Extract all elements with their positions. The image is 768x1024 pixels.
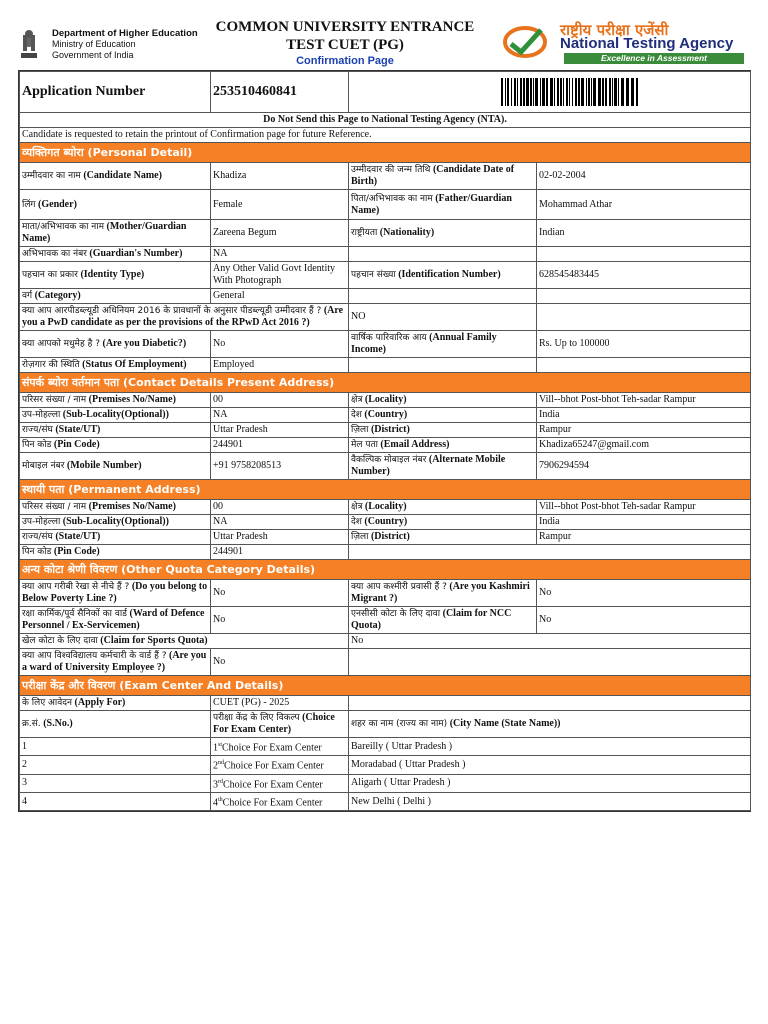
district-value: Rampur (537, 423, 751, 438)
label-hindi: राष्ट्रीयता (351, 228, 378, 238)
nta-hindi-name: राष्ट्रीय परीक्षा एजेंसी (560, 21, 669, 39)
kashmiri-label (349, 580, 537, 607)
label-hindi: पहचान संख्या (351, 270, 396, 280)
label-hindi: रोज़गार की स्थिति (22, 360, 80, 370)
identity-type-value: Any Other Valid Govt Identity With Photograph (211, 262, 349, 289)
pwd-label (20, 304, 349, 331)
table-row (20, 792, 751, 810)
label-english: (Are you a PwD candidate as per the provisions of the RPwD Act 2016 ?) (22, 305, 344, 328)
sports-value: No (349, 634, 751, 649)
table-row (20, 423, 751, 438)
label-hindi: लिंग (22, 199, 36, 210)
table-row (20, 649, 751, 676)
city-cell: New Delhi ( Delhi ) (349, 792, 751, 810)
state-value: Uttar Pradesh (211, 423, 349, 438)
label-hindi: पिता/अभिभावक का नाम (351, 193, 433, 204)
label-hindi: माता/अभिभावक का नाम (22, 222, 104, 232)
label-english: (Do you belong to Below Poverty Line ?) (22, 581, 208, 604)
identification-number-value: 628545483445 (537, 262, 751, 289)
label-hindi: परीक्षा केंद्र के लिए विकल्प (213, 713, 300, 723)
locality-value: Vill--bhot Post-bhot Teh-sadar Rampur (537, 393, 751, 408)
category-label (20, 289, 211, 304)
sub-locality-label (20, 515, 211, 530)
label-english: (Are you Kashmiri Migrant ?) (351, 581, 530, 604)
label-english: (Annual Family Income) (351, 332, 497, 355)
label-hindi: मेल पता (351, 440, 378, 450)
label-english: (Locality) (364, 394, 407, 405)
city-cell: Bareilly ( Uttar Pradesh ) (349, 738, 751, 756)
sub-locality-value: NA (211, 515, 349, 530)
label-english: (Sub-Locality(Optional)) (62, 516, 169, 527)
sub-locality-value: NA (211, 408, 349, 423)
section-permanent-heading: स्थायी पता (Permanent Address) (20, 480, 751, 500)
category-value: General (211, 289, 349, 304)
mother-label (20, 220, 211, 247)
label-hindi: परिसर संख्या / नाम (22, 502, 87, 512)
label-english: (Country) (364, 409, 408, 420)
table-row (20, 262, 751, 289)
candidate-name-label (20, 163, 211, 190)
district-value: Rampur (537, 530, 751, 545)
choice-text: Choice For Exam Center (222, 797, 323, 809)
mobile-value: +91 9758208513 (211, 453, 349, 480)
label-hindi: रक्षा कार्मिक/पूर्व सैनिकों का वार्ड (22, 609, 127, 619)
guardian-number-value: NA (211, 247, 349, 262)
gender-label (20, 190, 211, 220)
choice-ordinal-suffix: th (218, 796, 223, 803)
choice-header (211, 711, 349, 738)
ncc-value: No (537, 607, 751, 634)
label-hindi: वर्ग (22, 291, 33, 301)
section-present-heading: संपर्क ब्योरा वर्तमान पता (Contact Details Present Address) (20, 373, 751, 393)
page-subtitle: Confirmation Page (296, 55, 394, 67)
identification-number-label (349, 262, 537, 289)
label-hindi: देश (351, 410, 362, 420)
label-english: (State/UT) (55, 424, 101, 435)
notice-row (20, 113, 751, 128)
district-label (349, 530, 537, 545)
empty-cell (349, 358, 537, 373)
choice-ordinal: 3 (213, 778, 218, 790)
label-hindi: वार्षिक पारिवारिक आय (351, 333, 427, 343)
table-row (20, 530, 751, 545)
kashmiri-value: No (537, 580, 751, 607)
label-hindi: राज्य/संघ (22, 425, 53, 435)
bpl-value: No (211, 580, 349, 607)
candidate-name-value: Khadiza (211, 163, 349, 190)
label-hindi: के लिए आवेदन (22, 698, 73, 708)
label-english: (Alternate Mobile Number) (351, 454, 506, 477)
label-hindi: उप-मोहल्ला (22, 410, 61, 420)
apply-for-label (20, 696, 211, 711)
father-value: Mohammad Athar (537, 190, 751, 220)
label-english: (Category) (34, 290, 81, 301)
choice-text: Choice For Exam Center (223, 778, 323, 790)
sno-cell: 2 (20, 756, 211, 774)
sno-cell: 4 (20, 792, 211, 810)
label-hindi: परिसर संख्या / नाम (22, 395, 87, 405)
label-hindi: क्या आप विश्वविद्यालय कर्मचारी के वार्ड हैं ? (22, 651, 167, 661)
label-english: (Mother/Guardian Name) (22, 221, 187, 244)
section-other-quota (20, 560, 751, 580)
state-value: Uttar Pradesh (211, 530, 349, 545)
choice-ordinal-suffix: nd (218, 760, 224, 767)
choice-text: Choice For Exam Center (222, 742, 322, 754)
choice-cell (211, 792, 349, 810)
locality-value: Vill--bhot Post-bhot Teh-sadar Rampur (537, 500, 751, 515)
choice-ordinal-suffix: st (218, 742, 223, 748)
premises-label (20, 500, 211, 515)
choice-cell (211, 756, 349, 774)
diabetic-label (20, 331, 211, 358)
label-english: (Mobile Number) (66, 460, 142, 471)
empty-cell (349, 649, 751, 676)
bpl-label (20, 580, 211, 607)
income-value: Rs. Up to 100000 (537, 331, 751, 358)
section-exam-center (20, 676, 751, 696)
label-hindi: राज्य/संघ (22, 532, 53, 542)
diabetic-value: No (211, 331, 349, 358)
identity-type-label (20, 262, 211, 289)
dob-value: 02-02-2004 (537, 163, 751, 190)
university-ward-label (20, 649, 211, 676)
choice-cell (211, 738, 349, 756)
mother-value: Zareena Begum (211, 220, 349, 247)
table-row (20, 289, 751, 304)
section-personal (20, 143, 751, 163)
premises-value: 00 (211, 393, 349, 408)
label-english: (Status Of Employment) (82, 359, 187, 370)
dept-name: Department of Higher Education (52, 28, 198, 39)
pin-value: 244901 (211, 438, 349, 453)
label-english: (District) (370, 424, 410, 435)
premises-value: 00 (211, 500, 349, 515)
dob-label (349, 163, 537, 190)
label-hindi: क्षेत्र (351, 395, 363, 405)
application-number-row (20, 72, 751, 113)
label-english: (Premises No/Name) (88, 394, 176, 405)
empty-cell (537, 289, 751, 304)
label-english: (Pin Code) (53, 546, 100, 557)
country-value: India (537, 408, 751, 423)
government-name: Government of India (52, 50, 134, 60)
department-block (52, 28, 198, 61)
label-hindi: उप-मोहल्ला (22, 517, 61, 527)
label-english: (Father/Guardian Name) (351, 192, 512, 216)
table-row (20, 304, 751, 331)
application-number-label: Application Number (20, 72, 211, 113)
country-label (349, 408, 537, 423)
pwd-value: NO (349, 304, 537, 331)
choice-ordinal: 4 (213, 797, 218, 809)
nta-logo-icon (503, 24, 547, 60)
page-header (0, 0, 768, 70)
income-label (349, 331, 537, 358)
table-row (20, 500, 751, 515)
label-hindi: क्या आप आरपीडब्ल्यूडी अधिनियम 2016 के प्रावधानों के अनुसार पीडब्ल्यूडी उम्मीदवार हैं ? (22, 306, 322, 316)
sno-cell: 1 (20, 738, 211, 756)
label-english: (Identity Type) (80, 269, 145, 280)
label-hindi: वैकल्पिक मोबाइल नंबर (351, 455, 427, 465)
nationality-label (349, 220, 537, 247)
retain-note-row (20, 128, 751, 143)
choice-ordinal-suffix: rd (218, 778, 223, 785)
label-english: (Are you Diabetic?) (102, 338, 187, 349)
label-hindi: मोबाइल नंबर (22, 461, 65, 471)
employment-value: Employed (211, 358, 349, 373)
section-quota-heading: अन्य कोटा श्रेणी विवरण (Other Quota Category Details) (20, 560, 751, 580)
empty-cell (349, 545, 751, 560)
choice-cell (211, 774, 349, 792)
sno-cell: 3 (20, 774, 211, 792)
state-label (20, 423, 211, 438)
label-hindi: अभिभावक का नंबर (22, 249, 87, 259)
apply-for-value: CUET (PG) - 2025 (211, 696, 349, 711)
label-hindi: उम्मीदवार की जन्म तिथि (351, 165, 431, 175)
label-hindi: ज़िला (351, 425, 369, 435)
table-row (20, 438, 751, 453)
section-personal-heading: व्यक्तिगत ब्योरा (Personal Detail) (20, 143, 751, 163)
label-hindi: पिन कोड (22, 547, 52, 557)
ministry-name: Ministry of Education (52, 39, 136, 49)
alt-mobile-label (349, 453, 537, 480)
table-row (20, 738, 751, 756)
label-english: (Ward of Defence Personnel / Ex-Servicemen) (22, 608, 205, 631)
label-english: (Apply For) (74, 697, 126, 708)
premises-label (20, 393, 211, 408)
city-cell: Moradabad ( Uttar Pradesh ) (349, 756, 751, 774)
locality-label (349, 393, 537, 408)
label-hindi: एनसीसी कोटा के लिए दावा (351, 609, 441, 619)
label-english: (Locality) (364, 501, 407, 512)
label-hindi: पिन कोड (22, 440, 52, 450)
choice-ordinal: 2 (213, 760, 218, 772)
gender-value: Female (211, 190, 349, 220)
label-english: (City Name (State Name)) (449, 718, 561, 729)
table-row (20, 774, 751, 792)
notice-text: Do Not Send this Page to National Testing Agency (NTA). (20, 113, 751, 128)
label-english: (Guardian's Number) (89, 248, 183, 259)
table-row (20, 545, 751, 560)
employment-label (20, 358, 211, 373)
table-row (20, 696, 751, 711)
pin-label (20, 438, 211, 453)
sno-header (20, 711, 211, 738)
table-row (20, 358, 751, 373)
exam-table-header (20, 711, 751, 738)
application-number-value: 253510460841 (211, 72, 349, 113)
label-hindi: क्र.सं. (22, 719, 41, 729)
title-line-2: TEST CUET (PG) (286, 37, 404, 53)
label-hindi: क्या आप गरीबी रेखा से नीचे हैं ? (22, 582, 130, 592)
table-row (20, 190, 751, 220)
label-english: (Premises No/Name) (88, 501, 176, 512)
label-english: (S.No.) (43, 718, 73, 729)
empty-cell (537, 358, 751, 373)
retain-note-text: Candidate is requested to retain the printout of Confirmation page for future Reference. (20, 128, 751, 143)
label-english: (Email Address) (380, 439, 450, 450)
table-row (20, 607, 751, 634)
label-hindi: क्या आपको मधुमेह है ? (22, 339, 100, 349)
defence-value: No (211, 607, 349, 634)
label-english: (Pin Code) (53, 439, 100, 450)
table-row (20, 393, 751, 408)
city-header (349, 711, 751, 738)
father-label (349, 190, 537, 220)
section-exam-heading: परीक्षा केंद्र और विवरण (Exam Center And Details) (20, 676, 751, 696)
locality-label (349, 500, 537, 515)
district-label (349, 423, 537, 438)
mobile-label (20, 453, 211, 480)
table-row (20, 634, 751, 649)
sports-label (20, 634, 349, 649)
email-value: Khadiza65247@gmail.com (537, 438, 751, 453)
title-line-1: COMMON UNIVERSITY ENTRANCE (215, 19, 475, 35)
label-english: (Claim for NCC Quota) (351, 608, 512, 631)
choice-ordinal: 1 (213, 742, 218, 754)
section-present-address (20, 373, 751, 393)
email-label (349, 438, 537, 453)
label-hindi: उम्मीदवार का नाम (22, 171, 81, 181)
label-english: (Candidate Date of Birth) (351, 164, 515, 187)
pin-value: 244901 (211, 545, 349, 560)
nta-tagline: Excellence in Assessment (564, 53, 744, 64)
table-row (20, 331, 751, 358)
sub-locality-label (20, 408, 211, 423)
state-label (20, 530, 211, 545)
table-row (20, 515, 751, 530)
barcode (349, 72, 751, 113)
section-permanent-address (20, 480, 751, 500)
table-row (20, 163, 751, 190)
pin-label (20, 545, 211, 560)
nationality-value: Indian (537, 220, 751, 247)
table-row (20, 756, 751, 774)
label-english: (Sub-Locality(Optional)) (62, 409, 169, 420)
country-label (349, 515, 537, 530)
nta-english-name: National Testing Agency (560, 35, 734, 52)
table-row (20, 408, 751, 423)
label-english: (Country) (364, 516, 408, 527)
table-row (20, 580, 751, 607)
label-english: (Nationality) (379, 227, 435, 238)
ncc-label (349, 607, 537, 634)
country-value: India (537, 515, 751, 530)
empty-cell (537, 247, 751, 262)
guardian-number-label (20, 247, 211, 262)
label-english: (Candidate Name) (83, 170, 162, 181)
label-hindi: शहर का नाम (राज्य का नाम) (351, 719, 448, 729)
alt-mobile-value: 7906294594 (537, 453, 751, 480)
table-row (20, 247, 751, 262)
barcode-icon (351, 77, 641, 107)
national-emblem-icon (17, 27, 41, 61)
label-hindi: पहचान का प्रकार (22, 270, 78, 280)
empty-cell (537, 304, 751, 331)
city-cell: Aligarh ( Uttar Pradesh ) (349, 774, 751, 792)
empty-cell (349, 247, 537, 262)
label-english: (Gender) (38, 198, 77, 210)
empty-cell (349, 289, 537, 304)
label-english: (Claim for Sports Quota) (100, 635, 208, 646)
label-hindi: क्षेत्र (351, 502, 363, 512)
university-ward-value: No (211, 649, 349, 676)
table-row (20, 220, 751, 247)
label-english: (Identification Number) (398, 269, 501, 280)
choice-text: Choice For Exam Center (224, 760, 324, 772)
label-english: (Choice For Exam Center) (213, 712, 335, 735)
label-hindi: खेल कोटा के लिए दावा (22, 636, 98, 646)
label-hindi: क्या आप कश्मीरी प्रवासी हैं ? (351, 582, 447, 592)
label-hindi: ज़िला (351, 532, 369, 542)
page-title (200, 18, 490, 54)
label-english: (Are you a ward of University Employee ?) (22, 650, 207, 673)
defence-label (20, 607, 211, 634)
empty-cell (349, 696, 751, 711)
table-row (20, 453, 751, 480)
label-english: (District) (370, 531, 410, 542)
label-hindi: देश (351, 517, 362, 527)
label-english: (State/UT) (55, 531, 101, 542)
confirmation-table (18, 70, 751, 812)
